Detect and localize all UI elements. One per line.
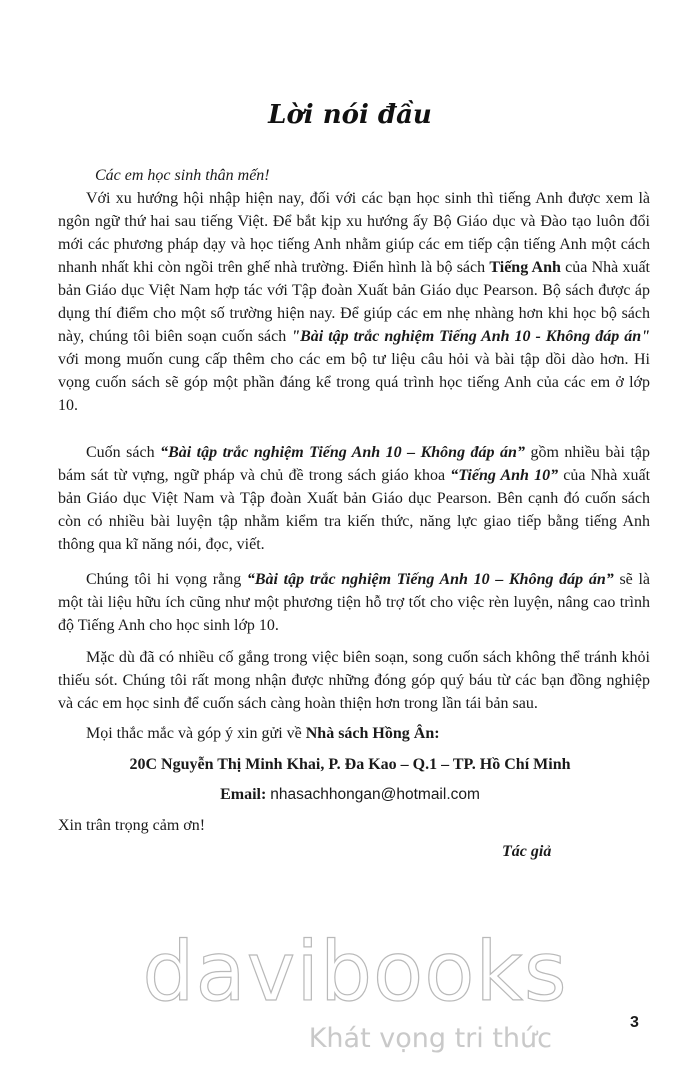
paragraph-hope-text-2: sẽ là một tài liệu hữu ích cũng như một phương tiện hỗ trợ tốt cho việc rèn luyện, nâng cao trình độ Tiếng Anh cho học sinh lớp 10. bbox=[58, 571, 650, 634]
email-label: Email: bbox=[220, 786, 267, 803]
contact-intro bbox=[58, 722, 650, 745]
paragraph-intro-text-3: với mong muốn cung cấp thêm cho các em bộ tư liệu câu hỏi và bài tập dồi dào hơn. Hi vọng cuốn sách sẽ góp một phần đáng kể trong quá trình học tiếng Anh của các em ở lớp 10. bbox=[58, 351, 650, 414]
email-link[interactable]: nhasachhongan@hotmail.com bbox=[270, 786, 480, 803]
book-title: "Bài tập trắc nghiệm Tiếng Anh 10 - Không đáp án" bbox=[291, 328, 650, 345]
paragraph-hope-text-1: Chúng tôi hi vọng rằng bbox=[86, 571, 247, 588]
paragraph-apology: Mặc dù đã có nhiều cố gắng trong việc biên soạn, song cuốn sách không thể tránh khỏi thiếu sót. Chúng tôi rất mong nhận được những đóng góp quý báu từ các bạn đồng nghiệp và các em học sinh để cuốn sách càng hoàn thiện hơn trong lần tái bản sau. bbox=[58, 649, 650, 712]
paragraph-intro-text-2: của Nhà xuất bản Giáo dục Việt Nam hợp tác với Tập đoàn Xuất bản Giáo dục Pearson. Bộ sách được áp dụng thí điểm cho một số trường hiện nay. Để giúp các em nhẹ nhàng hơn khi học bộ sách này, chúng tôi biên soạn cuốn sách bbox=[58, 259, 651, 345]
page-title: Lời nói đầu bbox=[268, 100, 432, 130]
publisher-address: 20C Nguyễn Thị Minh Khai, P. Đa Kao – Q.1 – TP. Hồ Chí Minh bbox=[129, 756, 571, 773]
book-title: “Bài tập trắc nghiệm Tiếng Anh 10 – Không đáp án” bbox=[246, 571, 614, 588]
paragraph-content-text-3: của Nhà xuất bản Giáo dục Việt Nam và Tập đoàn Xuất bản Giáo dục Pearson. Bên cạnh đó cuốn sách còn có nhiều bài luyện tập nhằm kiểm tra kiến thức, năng lực giao tiếp bằng tiếng Anh thông qua kĩ năng nói, đọc, viết. bbox=[58, 467, 651, 553]
paragraph-intro bbox=[58, 187, 650, 417]
watermark bbox=[120, 925, 590, 1065]
textbook-title: “Tiếng Anh 10” bbox=[450, 467, 559, 484]
contact-email bbox=[0, 786, 700, 804]
paragraph-content-text-2: gồm nhiều bài tập bám sát từ vựng, ngữ pháp và chủ đề trong sách giáo khoa bbox=[58, 444, 650, 484]
paragraph-content bbox=[58, 441, 650, 556]
series-name: Tiếng Anh bbox=[489, 259, 561, 276]
closing-line: Xin trân trọng cảm ơn! bbox=[58, 817, 206, 834]
paragraph-content-text-1: Cuốn sách bbox=[86, 444, 161, 461]
paragraph-hope bbox=[58, 568, 650, 637]
publisher-name: Nhà sách Hồng Ân: bbox=[305, 725, 440, 742]
page-number: 3 bbox=[630, 1014, 639, 1031]
author-signature: Tác giả bbox=[502, 843, 552, 860]
book-title: “Bài tập trắc nghiệm Tiếng Anh 10 – Không đáp án” bbox=[160, 444, 525, 461]
paragraph-intro-text-1: Với xu hướng hội nhập hiện nay, đối với các bạn học sinh thì tiếng Anh được xem là ngôn ngữ thứ hai sau tiếng Việt. Để bắt kịp xu hướng ấy Bộ Giáo dục và Đào tạo luôn đổi mới các phương pháp dạy và học tiếng Anh nhằm giúp các em tiếp cận tiếng Anh một cách nhanh nhất khi còn ngồi trên ghế nhà trường. Điển hình là bộ sách bbox=[58, 190, 650, 276]
watermark-brand: davibooks bbox=[142, 925, 568, 1020]
salutation: Các em học sinh thân mến! bbox=[95, 167, 270, 184]
watermark-slogan: Khát vọng tri thức bbox=[308, 1023, 552, 1054]
contact-intro-text: Mọi thắc mắc và góp ý xin gửi về bbox=[86, 725, 306, 742]
